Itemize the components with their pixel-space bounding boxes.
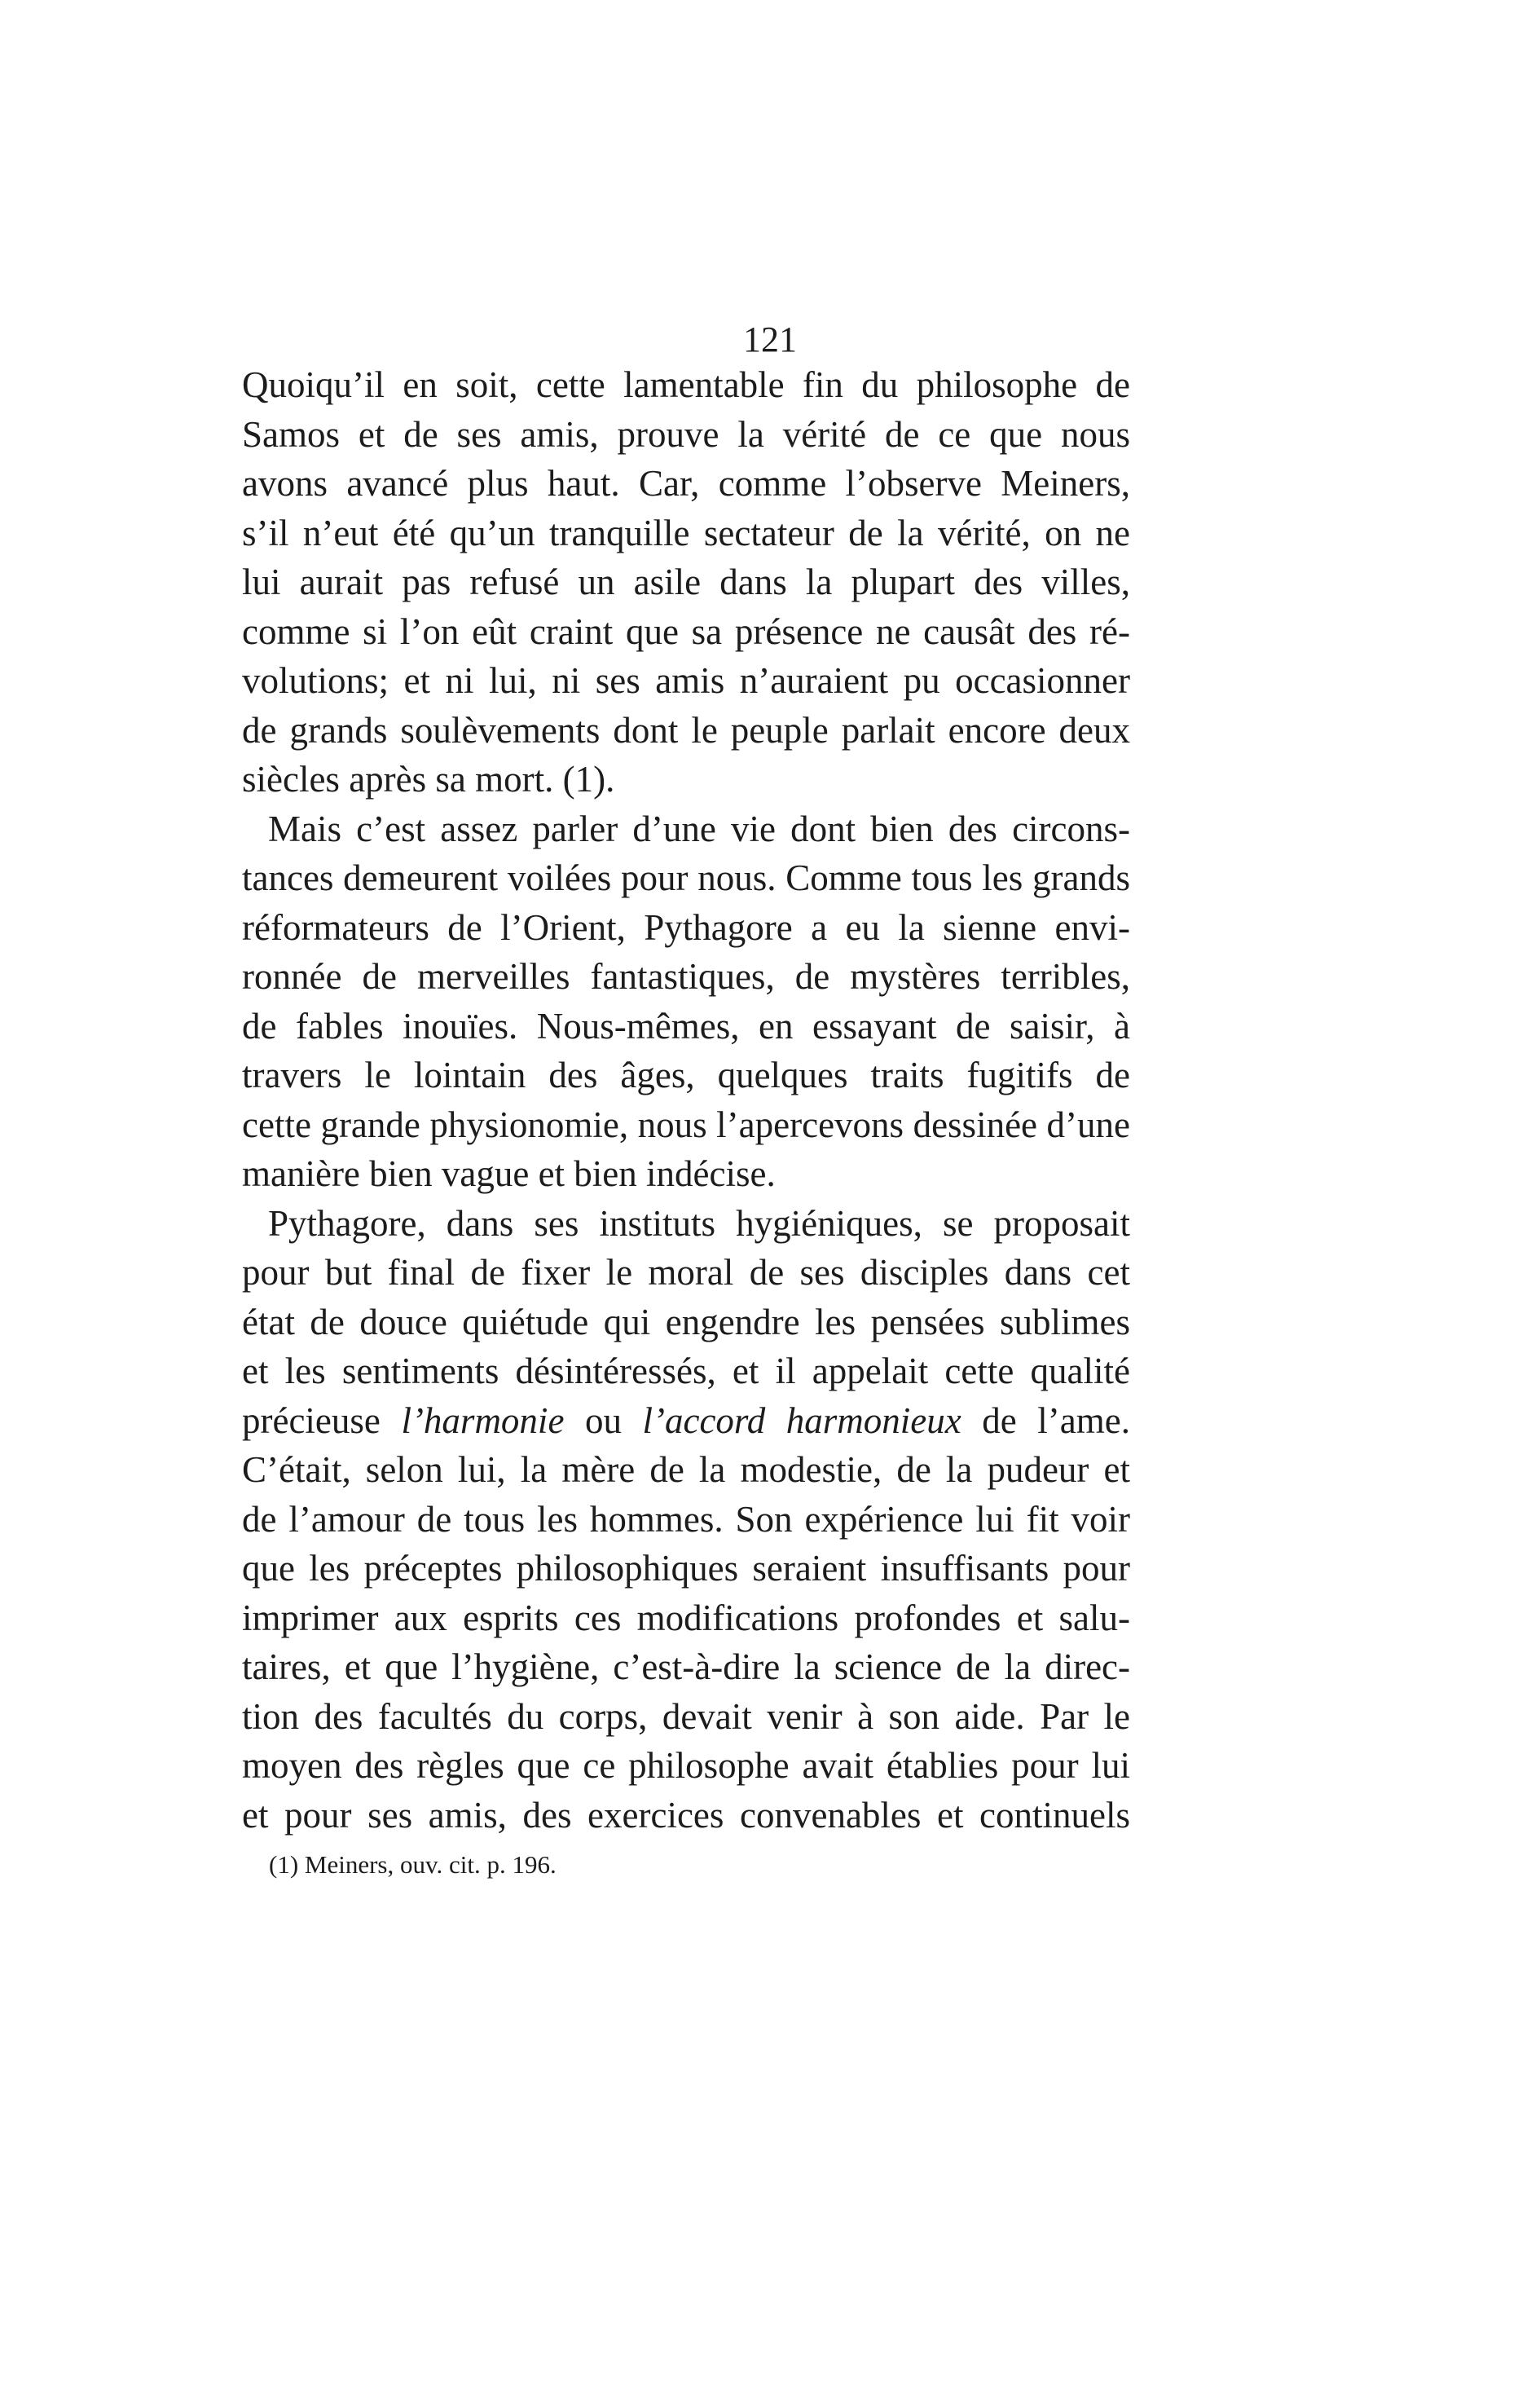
text-line: état de douce quiétude qui engendre les pensées sublimes [242, 1301, 1130, 1342]
text-line: réformateurs de l’Orient, Pythagore a eu la sienne envi- [242, 906, 1130, 948]
italic-term: l’harmonie [401, 1399, 565, 1441]
text-line: de grands soulèvements dont le peuple parlait encore deux [242, 709, 1130, 751]
text-line: s’il n’eut été qu’un tranquille sectateur de la vérité, on ne [242, 512, 1130, 553]
text-line: taires, et que l’hygiène, c’est-à-dire la science de la direc- [242, 1646, 1130, 1687]
text-line: que les préceptes philosophiques seraient insuffisants pour [242, 1548, 1130, 1589]
text-line: Samos et de ses amis, prouve la vérité de ce que nous [242, 413, 1130, 455]
text-line: et pour ses amis, des exercices convenables et continuels [242, 1794, 1130, 1836]
text-line: volutions; et ni lui, ni ses amis n’auraient pu occasionner [242, 660, 1130, 701]
text-line: lui aurait pas refusé un asile dans la plupart des villes, [242, 562, 1130, 602]
body-text [242, 360, 1130, 1840]
page-number: 121 [743, 320, 797, 359]
text-line: cette grande physionomie, nous l’apercevons dessinée d’une [242, 1104, 1130, 1145]
text-line: ronnée de merveilles fantastiques, de mystères terribles, [242, 956, 1130, 997]
text-line: Mais c’est assez parler d’une vie dont bien des circons- [268, 808, 1130, 849]
text-segment: précieuse [242, 1399, 402, 1441]
text-line: et les sentiments désintéressés, et il appelait cette qualité [242, 1351, 1130, 1391]
text-line: siècles après sa mort. (1). [242, 759, 615, 800]
text-line: C’était, selon lui, la mère de la modestie, de la pudeur et [242, 1449, 1130, 1490]
text-line: Pythagore, dans ses instituts hygiéniques, se proposait [268, 1202, 1130, 1244]
text-line: comme si l’on eût craint que sa présence ne causât des ré- [242, 610, 1130, 652]
text-line-italic-terms [242, 1396, 1130, 1446]
footnote: (1) Meiners, ouv. cit. p. 196. [269, 1850, 557, 1879]
text-line: tances demeurent voilées pour nous. Comme tous les grands [242, 857, 1130, 898]
text-line: pour but final de fixer le moral de ses disciples dans cet [242, 1252, 1130, 1293]
text-line: moyen des règles que ce philosophe avait établies pour lui [242, 1745, 1130, 1786]
text-segment: de l’ame. [961, 1399, 1130, 1441]
text-line: manière bien vague et bien indécise. [242, 1153, 776, 1194]
text-line: de fables inouïes. Nous-mêmes, en essayant de saisir, à [242, 1005, 1130, 1047]
text-line: travers le lointain des âges, quelques traits fugitifs de [242, 1055, 1130, 1095]
italic-term: l’accord harmonieux [642, 1399, 961, 1441]
text-line: imprimer aux esprits ces modifications profondes et salu- [242, 1597, 1130, 1638]
text-line: Quoiqu’il en soit, cette lamentable fin du philosophe de [242, 364, 1130, 405]
text-line: avons avancé plus haut. Car, comme l’observe Meiners, [242, 463, 1130, 504]
text-line: de l’amour de tous les hommes. Son expérience lui fit voir [242, 1498, 1130, 1540]
text-segment: ou [564, 1399, 643, 1441]
text-line: tion des facultés du corps, devait venir à son aide. Par le [242, 1695, 1130, 1737]
